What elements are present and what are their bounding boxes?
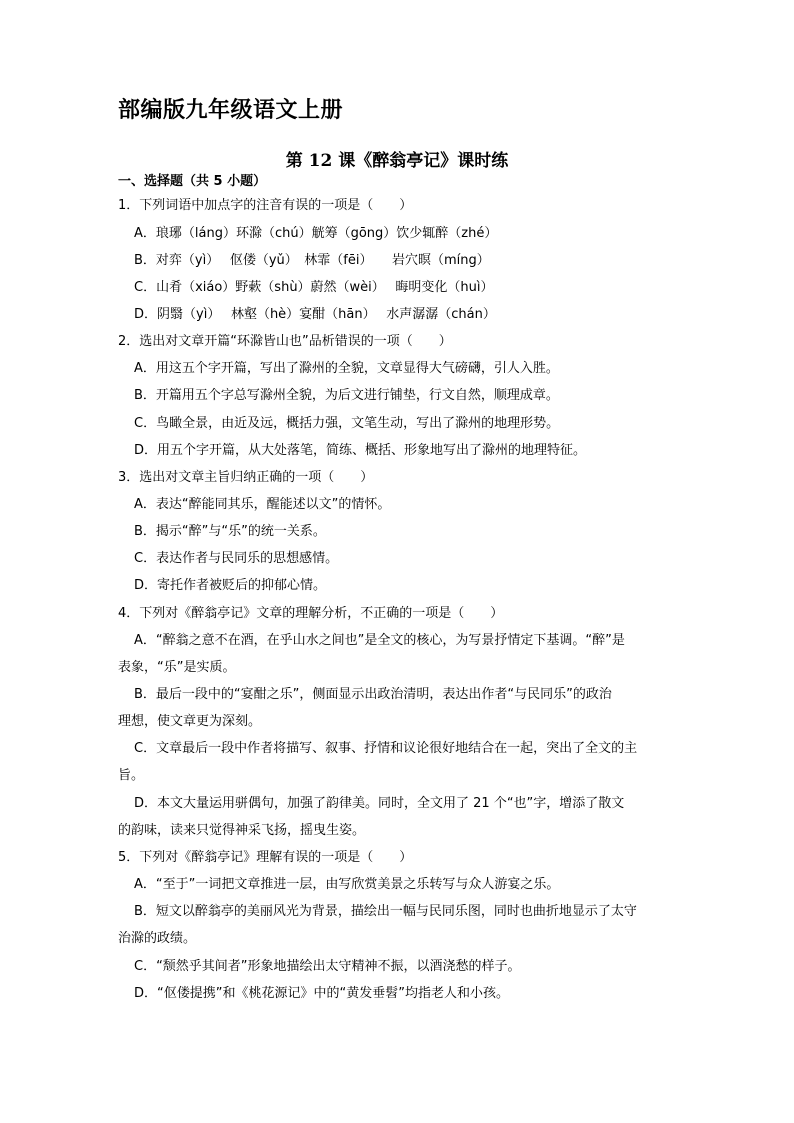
q3-option-d: D．寄托作者被贬后的抑郁心情。 [134,578,327,593]
q1-option-a: A．琅琊（láng）环滁（chú）觥筹（gōng）饮少辄醉（zhé） [134,226,498,241]
q3-stem: 3．选出对文章主旨归纳正确的一项（ ） [118,470,374,485]
q2-option-d: D．用五个字开篇，从大处落笔，简练、概括、形象地写出了滁州的地理特征。 [134,443,587,458]
q4-option-c: C．文章最后一段中作者将描写、叙事、抒情和议论很好地结合在一起，突出了全文的主 [134,741,638,756]
q4-stem: 4．下列对《醉翁亭记》文章的理解分析，不正确的一项是（ ） [118,606,504,621]
q1-stem: 1．下列词语中加点字的注音有误的一项是（ ） [118,198,413,213]
q2-option-b: B．开篇用五个字总写滁州全貌，为后文进行铺垫，行文自然，顺理成章。 [134,388,559,403]
q5-option-b: B．短文以醉翁亭的美丽风光为背景，描绘出一幅与民同乐图，同时也曲折地显示了太守 [134,904,637,919]
q3-option-c: C．表达作者与民同乐的思想感情。 [134,551,339,566]
q5-stem: 5．下列对《醉翁亭记》理解有误的一项是（ ） [118,850,413,865]
q4-option-c-continued: 旨。 [118,768,145,783]
q5-option-d: D．“伛偻提携”和《桃花源记》中的“黄发垂髫”均指老人和小孩。 [134,986,509,1001]
section-heading: 一、选择题（共 5 小题） [118,174,267,189]
q3-option-b: B．揭示“醉”与“乐”的统一关系。 [134,524,326,539]
q4-option-a-continued: 表象，“乐”是实质。 [118,660,236,675]
q1-option-c: C．山肴（xiáo）野蔌（shù）蔚然（wèi） 晦明变化（huì） [134,280,494,295]
q5-option-c: C．“颓然乎其间者”形象地描绘出太守精神不振，以酒浇愁的样子。 [134,959,521,974]
lesson-title: 第 12 课《醉翁亭记》课时练 [285,151,509,171]
q5-option-a: A．“至于”一词把文章推进一层，由写欣赏美景之乐转写与众人游宴之乐。 [134,877,560,892]
q1-option-d: D．阴翳（yì） 林壑（hè）宴酣（hān） 水声潺潺（chán） [134,307,496,322]
q2-option-c: C．鸟瞰全景，由近及远，概括力强，文笔生动，写出了滁州的地理形势。 [134,416,560,431]
q2-option-a: A．用这五个字开篇，写出了滁州的全貌，文章显得大气磅礴，引人入胜。 [134,361,559,376]
document-heading: 部编版九年级语文上册 [118,97,344,123]
q1-option-b: B．对弈（yì） 伛偻（yǔ） 林霏（fēi） 岩穴暝（míng） [134,253,490,268]
q4-option-b: B．最后一段中的“宴酣之乐”，侧面显示出政治清明，表达出作者“与民同乐”的政治 [134,687,612,702]
q4-option-d-continued: 的韵味，读来只觉得神采飞扬，摇曳生姿。 [118,823,366,838]
q4-option-b-continued: 理想，使文章更为深刻。 [118,714,262,729]
q2-stem: 2．选出对文章开篇“环滁皆山也”品析错误的一项（ ） [118,334,452,349]
q4-option-d: D．本文大量运用骈偶句，加强了韵律美。同时，全文用了 21 个“也”字，增添了散文 [134,796,625,811]
q3-option-a: A．表达“醉能同其乐，醒能述以文”的情怀。 [134,497,391,512]
q4-option-a: A．“醉翁之意不在酒，在乎山水之间也”是全文的核心，为写景抒情定下基调。“醉”是 [134,633,625,648]
q5-option-b-continued: 治滁的政绩。 [118,931,197,946]
